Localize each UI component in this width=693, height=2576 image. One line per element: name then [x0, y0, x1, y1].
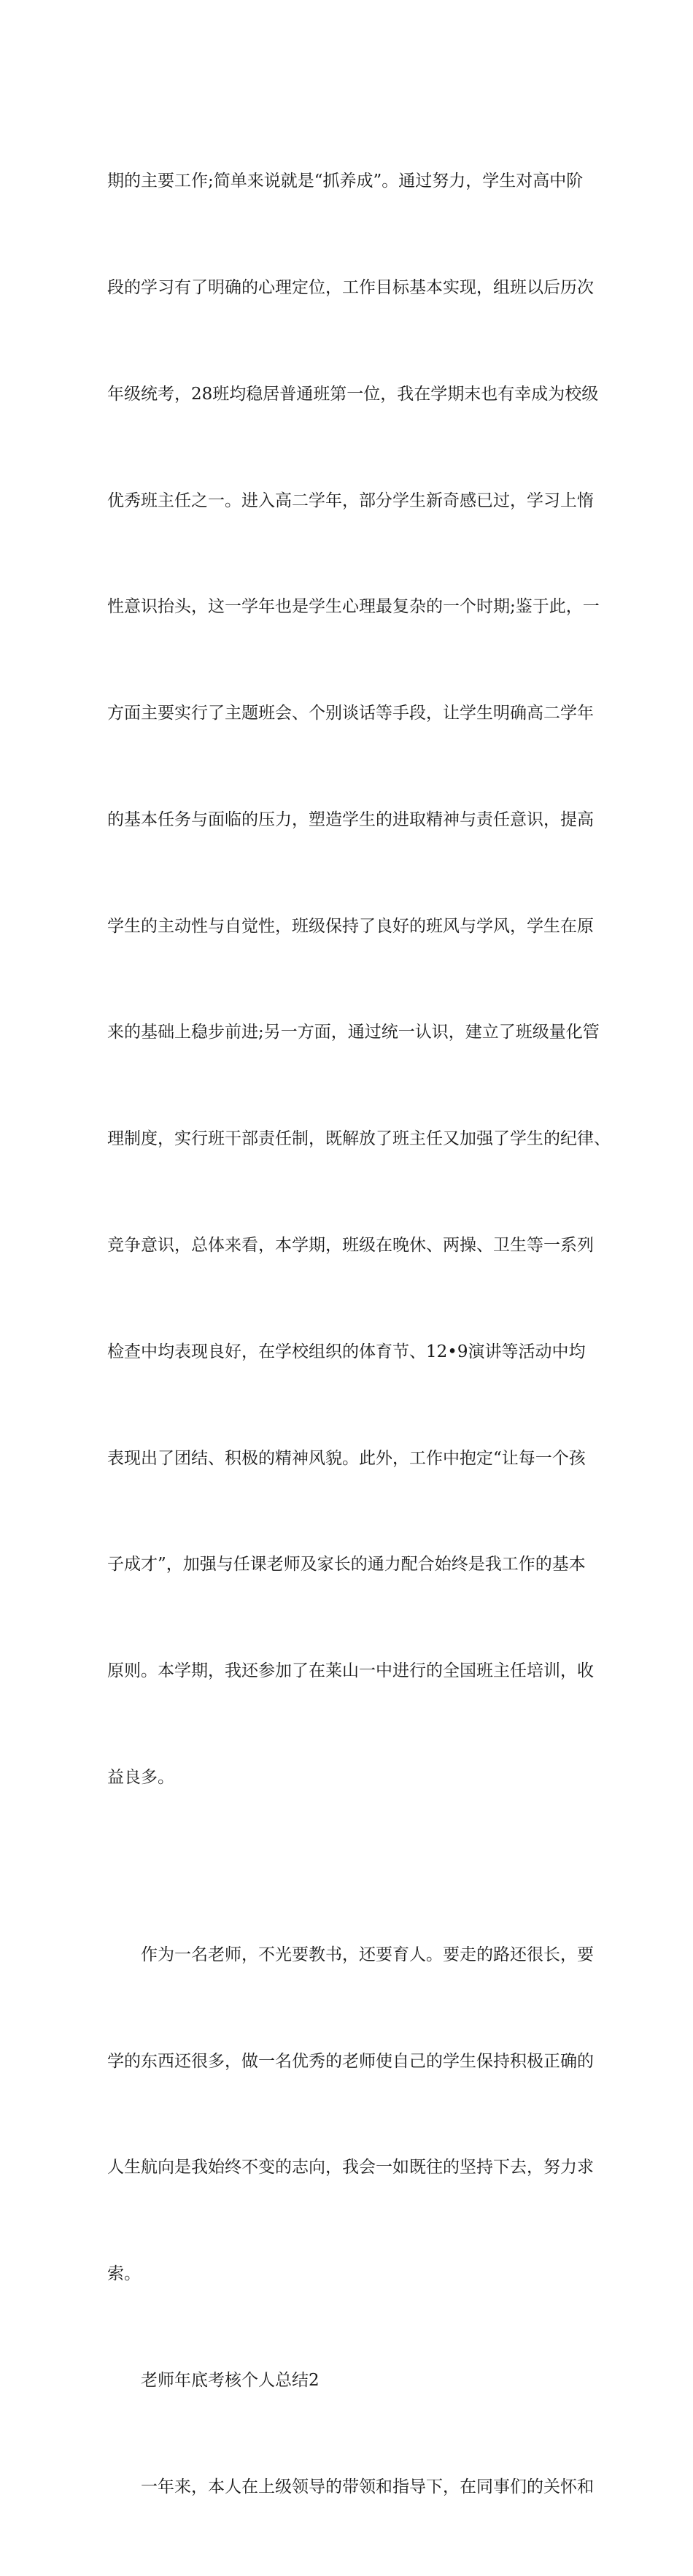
text-line: 学的东西还很多，做一名优秀的老师使自己的学生保持积极正确的: [107, 2051, 594, 2071]
text-line: 优秀班主任之一。进入高二学年，部分学生新奇感已过，学习上惰: [107, 491, 594, 510]
text-line-indented: 作为一名老师，不光要教书，还要育人。要走的路还很长，要: [141, 1945, 594, 1964]
paragraph-class-work: [107, 93, 611, 1866]
section-heading: 老师年底考核个人总结2: [141, 2371, 320, 2390]
text-line: 检查中均表现良好，在学校组织的体育节、12•9演讲等活动中均: [107, 1342, 586, 1361]
text-line: 期的主要工作;简单来说就是“抓养成”。通过努力，学生对高中阶: [107, 172, 584, 191]
paragraph-year-summary: [107, 2399, 596, 2576]
text-line: 方面主要实行了主题班会、个别谈话等手段，让学生明确高二学年: [107, 704, 594, 723]
text-line-indented: 一年来，本人在上级领导的带领和指导下，在同事们的关怀和: [141, 2477, 594, 2496]
text-line: 表现出了团结、积极的精神风貌。此外，工作中抱定“让每一个孩: [107, 1448, 586, 1468]
document-body: [107, 93, 611, 2576]
text-line: 人生航向是我始终不变的志向，我会一如既往的坚持下去，努力求: [107, 2158, 594, 2177]
text-line: 年级统考，28班均稳居普通班第一位，我在学期末也有幸成为校级: [107, 384, 599, 404]
text-line: 索。: [107, 2264, 141, 2284]
text-line: 段的学习有了明确的心理定位，工作目标基本实现，组班以后历次: [107, 277, 594, 297]
text-line: 原则。本学期，我还参加了在莱山一中进行的全国班主任培训，收: [107, 1661, 594, 1681]
text-line: 来的基础上稳步前进;另一方面，通过统一认识，建立了班级量化管: [107, 1023, 600, 1042]
paragraph-teacher-duty: [107, 1866, 596, 2363]
text-line: 益良多。: [107, 1767, 174, 1787]
text-line: 竞争意识，总体来看，本学期，班级在晚休、两操、卫生等一系列: [107, 1236, 594, 1255]
text-line: 子成才”，加强与任课老师及家长的通力配合始终是我工作的基本: [107, 1555, 586, 1575]
text-line: 学生的主动性与自觉性，班级保持了良好的班风与学风，学生在原: [107, 916, 594, 936]
text-line: 的基本任务与面临的压力，塑造学生的进取精神与责任意识，提高: [107, 810, 594, 829]
text-line: 理制度，实行班干部责任制，既解放了班主任又加强了学生的纪律、: [107, 1129, 611, 1149]
text-line: 性意识抬头，这一学年也是学生心理最复杂的一个时期;鉴于此，一: [107, 597, 600, 617]
